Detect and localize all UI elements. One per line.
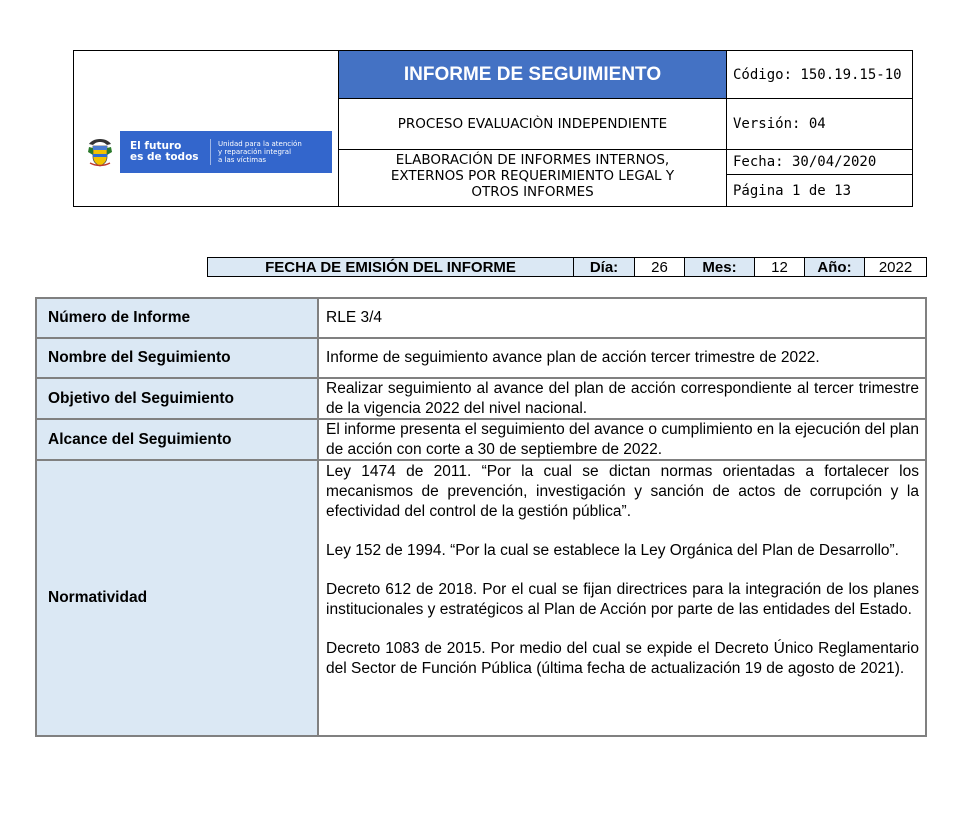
regulations-label: Normatividad [37, 461, 319, 735]
logo-entity-line: Unidad para la atención [218, 140, 302, 148]
year-value: 2022 [865, 258, 926, 276]
tracking-name-label: Nombre del Seguimiento [37, 339, 319, 377]
document-date: Fecha: 30/04/2020 [727, 150, 913, 175]
regulation-item: Decreto 1083 de 2015. Por medio del cual se expide el Decreto Único Reglamentario del Sector de Función Pública (última fecha de actualización 19 de agosto de 2021). [326, 640, 919, 677]
table-row [37, 339, 925, 379]
institution-logo [80, 131, 332, 173]
tracking-scope-value: El informe presenta el seguimiento del avance o cumplimiento en la ejecución del plan de acción con corte a 30 de septiembre de 2022. [326, 420, 919, 458]
procedure-name [339, 150, 726, 206]
document-header [73, 50, 913, 207]
logo-slogan-line: El futuro [130, 140, 182, 152]
regulation-item: Decreto 612 de 2018. Por el cual se fijan directrices para la integración de los planes institucionales y estratégicos al Plan de Acción por parte de las entidades del Estado. [326, 581, 919, 618]
report-info-table [35, 297, 927, 737]
table-row [37, 299, 925, 339]
logo-divider [210, 139, 211, 165]
logo-cell [74, 51, 339, 206]
regulations-list [319, 461, 925, 735]
emission-date-label: FECHA DE EMISIÓN DEL INFORME [208, 258, 574, 276]
document-code: Código: 150.19.15-10 [727, 51, 913, 99]
day-label: Día: [574, 258, 635, 276]
month-value: 12 [755, 258, 805, 276]
logo-slogan-line: es de todos [130, 151, 199, 163]
procedure-line: EXTERNOS POR REQUERIMIENTO LEGAL Y [390, 168, 675, 184]
procedure-line: OTROS INFORMES [471, 184, 594, 200]
year-label: Año: [805, 258, 865, 276]
tracking-objective-label: Objetivo del Seguimiento [37, 379, 319, 418]
logo-entity-name [218, 140, 302, 164]
colombia-coat-of-arms-icon [80, 131, 120, 173]
report-number-label: Número de Informe [37, 299, 319, 337]
logo-entity-line: y reparación integral [218, 148, 292, 156]
page-number: Página 1 de 13 [733, 182, 852, 199]
tracking-scope-label: Alcance del Seguimiento [37, 420, 319, 459]
document-version: Versión: 04 [727, 99, 913, 150]
process-name: PROCESO EVALUACIÒN INDEPENDIENTE [339, 99, 726, 150]
table-row [37, 420, 925, 461]
procedure-line: ELABORACIÓN DE INFORMES INTERNOS, [395, 152, 670, 168]
day-value: 26 [635, 258, 685, 276]
emission-date-bar [207, 257, 927, 277]
tracking-objective-value: Realizar seguimiento al avance del plan de acción correspondiente al tercer trimestre de la vigencia 2022 del nivel nacional. [326, 379, 919, 417]
table-row [37, 461, 925, 735]
logo-entity-line: a las víctimas [218, 156, 267, 164]
report-number-value: RLE 3/4 [326, 309, 383, 326]
month-label: Mes: [685, 258, 755, 276]
regulation-item: Ley 1474 de 2011. “Por la cual se dictan normas orientadas a fortalecer los mecanismos de prevención, investigación y sanción de actos de corrupción y la efectividad del control de la gestión pública”. [326, 463, 919, 520]
document-title: INFORME DE SEGUIMIENTO [339, 51, 726, 99]
table-row [37, 379, 925, 420]
document-control-info [726, 51, 912, 206]
regulation-item: Ley 152 de 1994. “Por la cual se establece la Ley Orgánica del Plan de Desarrollo”. [326, 542, 899, 559]
logo-slogan [120, 141, 210, 163]
tracking-name-value: Informe de seguimiento avance plan de acción tercer trimestre de 2022. [326, 349, 820, 366]
